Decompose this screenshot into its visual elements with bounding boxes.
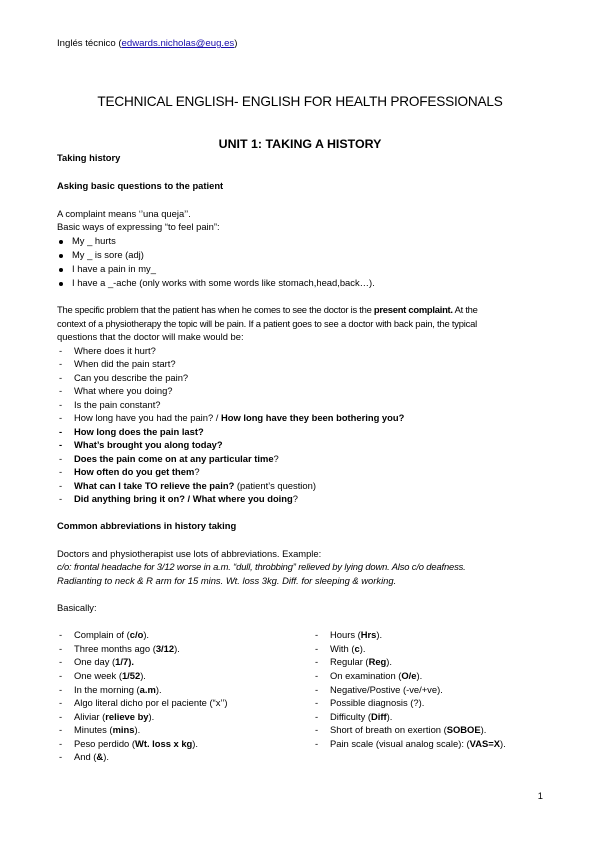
example-line: Radianting to neck & R arm for 15 mins. Wt. loss 3kg. Diff. for sleeping & working. — [57, 575, 397, 586]
list-item: - Is the pain constant? — [59, 399, 161, 410]
section-heading-taking-history: Taking history — [57, 152, 121, 163]
page-header: Inglés técnico (edwards.nicholas@eug.es) — [57, 38, 238, 49]
list-item: I have a _-ache (only works with some words like stomach,head,back…). — [57, 277, 375, 288]
list-item: - How long have you had the pain? / How long have they been bothering you? — [59, 412, 405, 423]
list-item: - Can you describe the pain? — [59, 372, 189, 383]
bullet-icon — [59, 282, 63, 286]
bullet-icon — [59, 268, 63, 272]
list-item: - What can I take TO relieve the pain? (patient’s question) — [59, 480, 316, 491]
list-item: - When did the pain start? — [59, 358, 176, 369]
abbreviation-item: - Negative/Postive (-ve/+ve). — [315, 684, 443, 695]
complaint-definition: A complaint means ‘’una queja’’. — [57, 208, 191, 219]
list-item: - Does the pain come on at any particular time? — [59, 453, 279, 464]
abbreviation-item: - Hours (Hrs). — [315, 629, 383, 640]
abbreviation-item: - Three months ago (3/12). — [59, 643, 180, 654]
abbreviation-item: - On examination (O/e). — [315, 670, 423, 681]
section-heading-abbreviations: Common abbreviations in history taking — [57, 520, 237, 531]
list-item: I have a pain in my_ — [57, 263, 156, 274]
abbreviation-item: - Difficulty (Diff). — [315, 711, 393, 722]
section-heading-basic-questions: Asking basic questions to the patient — [57, 180, 224, 191]
abbreviation-item: - Regular (Reg). — [315, 656, 393, 667]
abbreviation-item: - Aliviar (relieve by). — [59, 711, 155, 722]
paragraph-line: The specific problem that the patient has when he comes to see the doctor is the present complaint. At the — [57, 304, 478, 315]
abbreviation-item: - One day (1/7). — [59, 656, 134, 667]
list-item: - What where you doing? — [59, 385, 173, 396]
page-number: 1 — [537, 790, 543, 801]
abbreviation-item: - Complain of (c/o). — [59, 629, 150, 640]
bullet-icon — [59, 254, 63, 258]
paragraph-line: questions that the doctor will make would be: — [57, 331, 244, 342]
list-item: - Where does it hurt? — [59, 345, 156, 356]
list-item: My _ hurts — [57, 235, 116, 246]
basic-ways-intro: Basic ways of expressing “to feel pain”: — [57, 221, 220, 232]
abbreviation-item: - With (c). — [315, 643, 366, 654]
author-email-link[interactable]: edwards.nicholas@eug.es — [121, 38, 235, 49]
list-item: - What’s brought you along today? — [59, 439, 223, 450]
unit-title: UNIT 1: TAKING A HISTORY — [218, 137, 382, 151]
abbreviation-item: - Short of breath on exertion (SOBOE). — [315, 724, 487, 735]
list-item: My _ is sore (adj) — [57, 249, 144, 260]
abbreviations-intro: Doctors and physiotherapist use lots of abbreviations. Example: — [57, 548, 322, 559]
paragraph-line: context of a physiotherapy the topic will be pain. If a patient goes to see a doctor with back pain, the typical — [57, 318, 478, 329]
abbreviation-item: - One week (1/52). — [59, 670, 146, 681]
abbreviation-item: - Peso perdido (Wt. loss x kg). — [59, 738, 199, 749]
list-item: - Did anything bring it on? / What where you doing? — [59, 493, 298, 504]
list-item: - How long does the pain last? — [59, 426, 204, 437]
document-title: TECHNICAL ENGLISH- ENGLISH FOR HEALTH PROFESSIONALS — [97, 94, 503, 109]
abbreviation-item: - Algo literal dicho por el paciente (“x’’) — [59, 697, 228, 708]
abbreviation-item: - Pain scale (visual analog scale): (VAS=X). — [315, 738, 506, 749]
list-item: - How often do you get them? — [59, 466, 200, 477]
abbreviation-item: - And (&). — [59, 751, 109, 762]
example-line: c/o: frontal headache for 3/12 worse in a.m. “dull, throbbing” relieved by lying down. Also c/o deafness. — [57, 561, 466, 572]
abbreviation-item: - In the morning (a.m). — [59, 684, 162, 695]
bullet-icon — [59, 240, 63, 244]
basically-label: Basically: — [57, 602, 97, 613]
abbreviation-item: - Minutes (mins). — [59, 724, 141, 735]
abbreviation-item: - Possible diagnosis (?). — [315, 697, 425, 708]
